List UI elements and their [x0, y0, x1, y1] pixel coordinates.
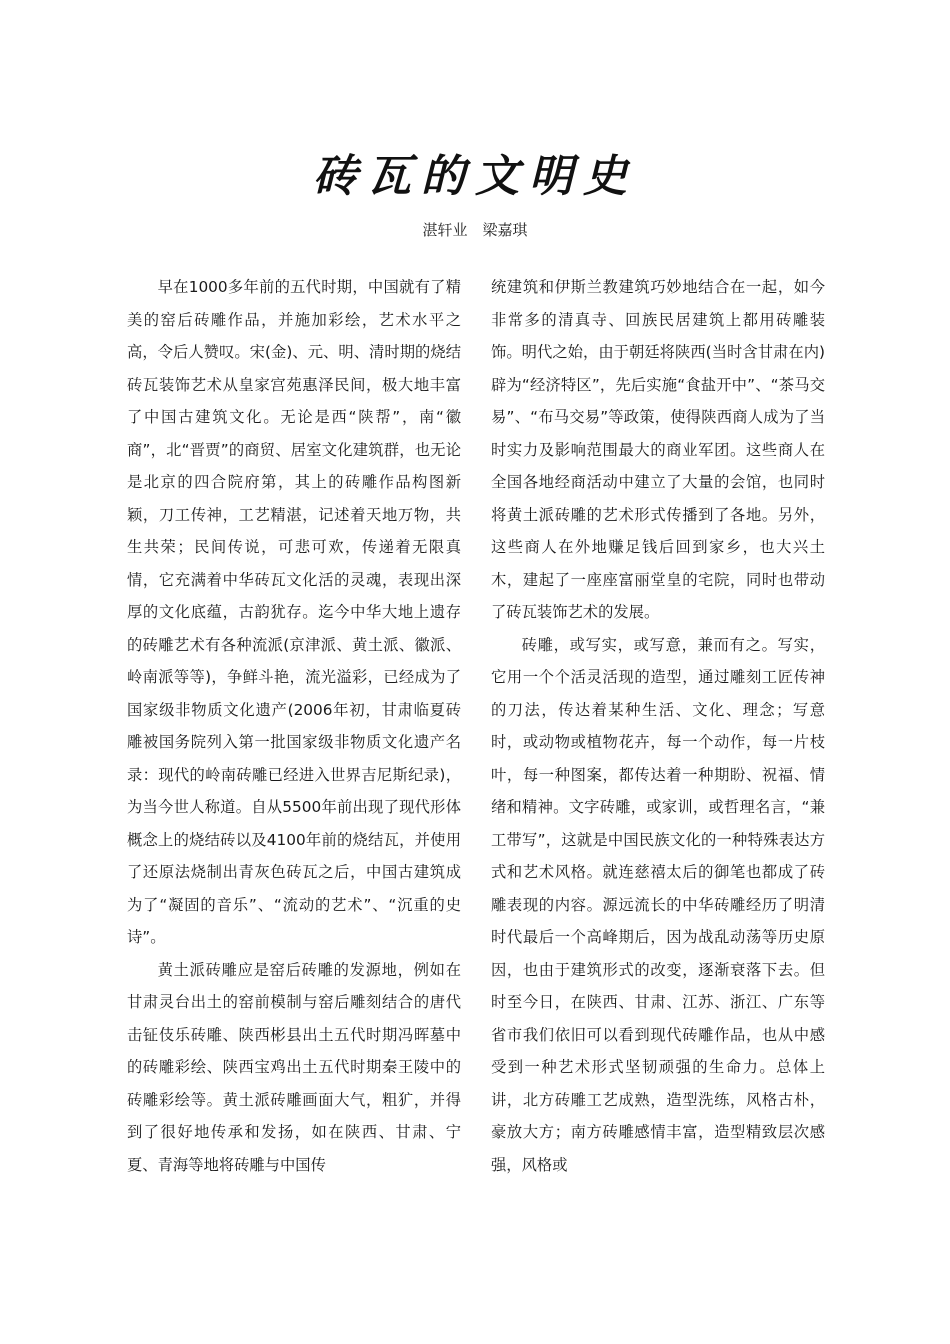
- article-authors: 湛轩业 梁嘉琪: [422, 221, 528, 239]
- left-paragraph-2: 黄土派砖雕应是窑后砖雕的发源地，例如在甘肃灵台出土的窑前模制与窑后雕刻结合的唐代击钲伎乐砖雕、陕西彬县出土五代时期冯晖墓中的砖雕彩绘、陕西宝鸡出土五代时期秦王陵中的砖雕彩绘等。黄土派砖雕画面大气，粗犷，并得到了很好地传承和发扬，如在陕西、甘肃、宁夏、青海等地将砖雕与中国传: [127, 960, 461, 1174]
- left-paragraph-1: 早在1000多年前的五代时期，中国就有了精美的窑后砖雕作品，并施加彩绘，艺术水平之高，令后人赞叹。宋(金)、元、明、清时期的烧结砖瓦装饰艺术从皇家宫苑惠泽民间，极大地丰富了中国古建筑文化。无论是西“陕帮”，南“徽商”，北“晋贾”的商贸、居室文化建筑群，也无论是北京的四合院府第，其上的砖雕作品构图新颖，刀工传神，工艺精湛，记述着天地万物，共生共荣；民间传说，可悲可欢，传递着无限真情，它充满着中华砖瓦文化活的灵魂，表现出深厚的文化底蕴，古韵犹存。迄今中华大地上遗存的砖雕艺术有各种流派(京津派、黄土派、徽派、岭南派等等)，争鲜斗艳，流光溢彩，已经成为了国家级非物质文化遗产(2006年初，甘肃临夏砖雕被国务院列入第一批国家级非物质文化遗产名录：现代的岭南砖雕已经进入世界吉尼斯纪录)，为当今世人称道。自从5500年前出现了现代形体概念上的烧结砖以及4100年前的烧结瓦，并使用了还原法烧制出青灰色砖瓦之后，中国古建筑成为了“凝固的音乐”、“流动的艺术”、“沉重的史诗”。: [127, 278, 461, 946]
- right-paragraph-1: 统建筑和伊斯兰教建筑巧妙地结合在一起，如今非常多的清真寺、回族民居建筑上都用砖雕装饰。明代之始，由于朝廷将陕西(当时含甘肃在内)辟为“经济特区”，先后实施“食盐开中”、“茶马交易”、“布马交易”等政策，使得陕西商人成为了当时实力及影响范围最大的商业军团。这些商人在全国各地经商活动中建立了大量的会馆，也同时将黄土派砖雕的艺术形式传播到了各地。另外，这些商人在外地赚足钱后回到家乡，也大兴土木，建起了一座座富丽堂皇的宅院，同时也带动了砖瓦装饰艺术的发展。: [491, 278, 825, 621]
- right-paragraph-2: 砖雕，或写实，或写意，兼而有之。写实，它用一个个活灵活现的造型，通过雕刻工匠传神的刀法，传达着某种生活、文化、理念；写意时，或动物或植物花卉，每一个动作，每一片枝叶，每一种图案，都传达着一种期盼、祝福、情绪和精神。文字砖雕，或家训，或哲理名言，“兼工带写”，这就是中国民族文化的一种特殊表达方式和艺术风格。就连慈禧太后的御笔也都成了砖雕表现的内容。源远流长的中华砖雕经历了明清时代最后一个高峰期后，因为战乱动荡等历史原因，也由于建筑形式的改变，逐渐衰落下去。但时至今日，在陕西、甘肃、江苏、浙江、广东等省市我们依旧可以看到现代砖雕作品，也从中感受到一种艺术形式坚韧顽强的生命力。总体上讲，北方砖雕工艺成熟，造型洗练，风格古朴，豪放大方；南方砖雕感情丰富，造型精致层次感强，风格或: [491, 635, 825, 1174]
- article-title: 砖瓦的文明史: [313, 151, 637, 202]
- right-column: [491, 271, 825, 1181]
- left-column: [127, 271, 461, 1181]
